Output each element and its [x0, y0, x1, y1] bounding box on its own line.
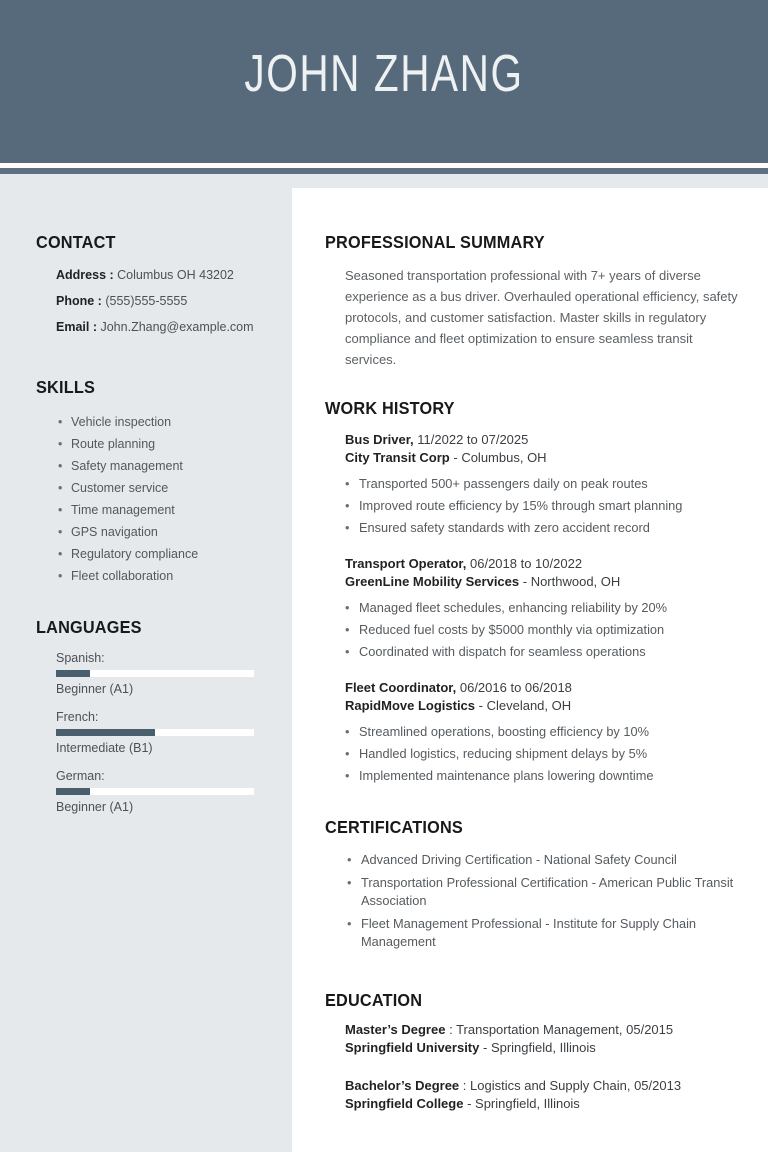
skill-item: • Route planning [58, 433, 274, 455]
job-role-line [345, 679, 744, 697]
skills-list [58, 411, 274, 587]
language-name: Spanish: [56, 651, 105, 665]
certifications-section [325, 803, 744, 951]
degree-name: Bachelor’s Degree [345, 1078, 460, 1093]
job-entry [345, 679, 744, 787]
education-title: EDUCATION [325, 990, 423, 1010]
contact-email [56, 319, 274, 336]
school-name: Springfield University [345, 1040, 480, 1055]
language-level: Beginner (A1) [56, 800, 134, 814]
degree-line [345, 1021, 744, 1039]
language-item-spanish [56, 650, 274, 697]
job-location: - Cleveland, OH [478, 698, 572, 713]
language-level: Beginner (A1) [56, 682, 134, 696]
certification-item: • Transportation Professional Certification - American Public Transit Association [347, 874, 744, 910]
school-name: Springfield College [345, 1096, 464, 1111]
work-history-title: WORK HISTORY [325, 398, 455, 418]
school-location: - Springfield, Illinois [483, 1040, 596, 1055]
skill-item: • Customer service [58, 477, 274, 499]
language-progress-fill [56, 788, 90, 795]
job-location: - Northwood, OH [522, 574, 621, 589]
languages-section [36, 587, 274, 815]
job-role: Fleet Coordinator, [345, 680, 457, 695]
summary-text: Seasoned transportation professional with 7+ years of diverse experience as a bus driver. Overhauled operational efficiency, safety protocols, and customer satisfaction. Master skills in regulatory compliance and fleet optimization to ensure seamless transit services. [345, 268, 738, 367]
job-company-line [345, 449, 744, 467]
contact-email-label: Email : [56, 320, 97, 334]
job-bullets [345, 473, 744, 539]
school-line [345, 1095, 744, 1113]
job-bullets [345, 597, 744, 663]
summary-title: PROFESSIONAL SUMMARY [325, 232, 545, 252]
contact-address-label: Address : [56, 268, 114, 282]
job-company: RapidMove Logistics [345, 698, 476, 713]
language-progress-track [56, 729, 254, 736]
certifications-title: CERTIFICATIONS [325, 817, 463, 837]
language-progress-track [56, 788, 254, 795]
education-entry [345, 1077, 744, 1113]
contact-phone-label: Phone : [56, 294, 102, 308]
job-bullet: • Transported 500+ passengers daily on peak routes [345, 473, 744, 495]
job-bullet: • Coordinated with dispatch for seamless operations [345, 641, 744, 663]
job-bullet: • Improved route efficiency by 15% through smart planning [345, 495, 744, 517]
language-progress-fill [56, 670, 90, 677]
job-dates: 06/2018 to 10/2022 [470, 556, 583, 571]
job-role-line [345, 555, 744, 573]
contact-phone-value: (555)555-5555 [105, 294, 188, 308]
contact-items [56, 267, 274, 336]
language-level: Intermediate (B1) [56, 741, 153, 755]
skill-item: • GPS navigation [58, 521, 274, 543]
job-company-line [345, 697, 744, 715]
contact-address-value: Columbus OH 43202 [117, 268, 234, 282]
languages-title: LANGUAGES [36, 617, 142, 637]
language-progress-fill [56, 729, 155, 736]
skills-section [36, 345, 274, 587]
school-location: - Springfield, Illinois [467, 1096, 580, 1111]
skill-item: • Fleet collaboration [58, 565, 274, 587]
main-content [292, 188, 768, 1152]
degree-detail: : Logistics and Supply Chain, 05/2013 [462, 1078, 682, 1093]
contact-email-value: John.Zhang@example.com [100, 320, 254, 334]
skill-item: • Vehicle inspection [58, 411, 274, 433]
certification-item: • Advanced Driving Certification - National Safety Council [347, 851, 744, 869]
summary-section [325, 232, 744, 370]
contact-address [56, 267, 274, 284]
school-line [345, 1039, 744, 1057]
job-bullet: • Reduced fuel costs by $5000 monthly via optimization [345, 619, 744, 641]
job-company: GreenLine Mobility Services [345, 574, 520, 589]
degree-name: Master’s Degree [345, 1022, 446, 1037]
job-entry [345, 555, 744, 663]
candidate-name: JOHN ZHANG [244, 45, 524, 103]
sidebar [0, 174, 292, 1152]
language-progress-track [56, 670, 254, 677]
job-location: - Columbus, OH [453, 450, 547, 465]
skills-title: SKILLS [36, 377, 95, 397]
language-name: French: [56, 710, 99, 724]
certifications-list [347, 851, 744, 951]
job-bullet: • Managed fleet schedules, enhancing reliability by 20% [345, 597, 744, 619]
job-bullet: • Streamlined operations, boosting efficiency by 10% [345, 721, 744, 743]
job-dates: 06/2016 to 06/2018 [459, 680, 572, 695]
degree-detail: : Transportation Management, 05/2015 [449, 1022, 674, 1037]
contact-phone [56, 293, 274, 310]
job-bullet: • Ensured safety standards with zero accident record [345, 517, 744, 539]
job-bullets [345, 721, 744, 787]
education-section [325, 956, 744, 1113]
contact-section [36, 232, 274, 336]
job-dates: 11/2022 to 07/2025 [417, 432, 529, 447]
job-bullet: • Implemented maintenance plans lowering downtime [345, 765, 744, 787]
skill-item: • Regulatory compliance [58, 543, 274, 565]
job-entry [345, 431, 744, 539]
job-bullet: • Handled logistics, reducing shipment delays by 5% [345, 743, 744, 765]
education-entry [345, 1021, 744, 1057]
job-role-line [345, 431, 744, 449]
degree-line [345, 1077, 744, 1095]
language-item-german [56, 768, 274, 815]
certification-item: • Fleet Management Professional - Institute for Supply Chain Management [347, 915, 744, 951]
work-history-section [325, 370, 744, 787]
header-band [0, 0, 768, 163]
job-company: City Transit Corp [345, 450, 450, 465]
language-name: German: [56, 769, 105, 783]
skill-item: • Safety management [58, 455, 274, 477]
skill-item: • Time management [58, 499, 274, 521]
job-company-line [345, 573, 744, 591]
language-item-french [56, 709, 274, 756]
job-role: Bus Driver, [345, 432, 414, 447]
job-role: Transport Operator, [345, 556, 467, 571]
contact-title: CONTACT [36, 232, 116, 252]
